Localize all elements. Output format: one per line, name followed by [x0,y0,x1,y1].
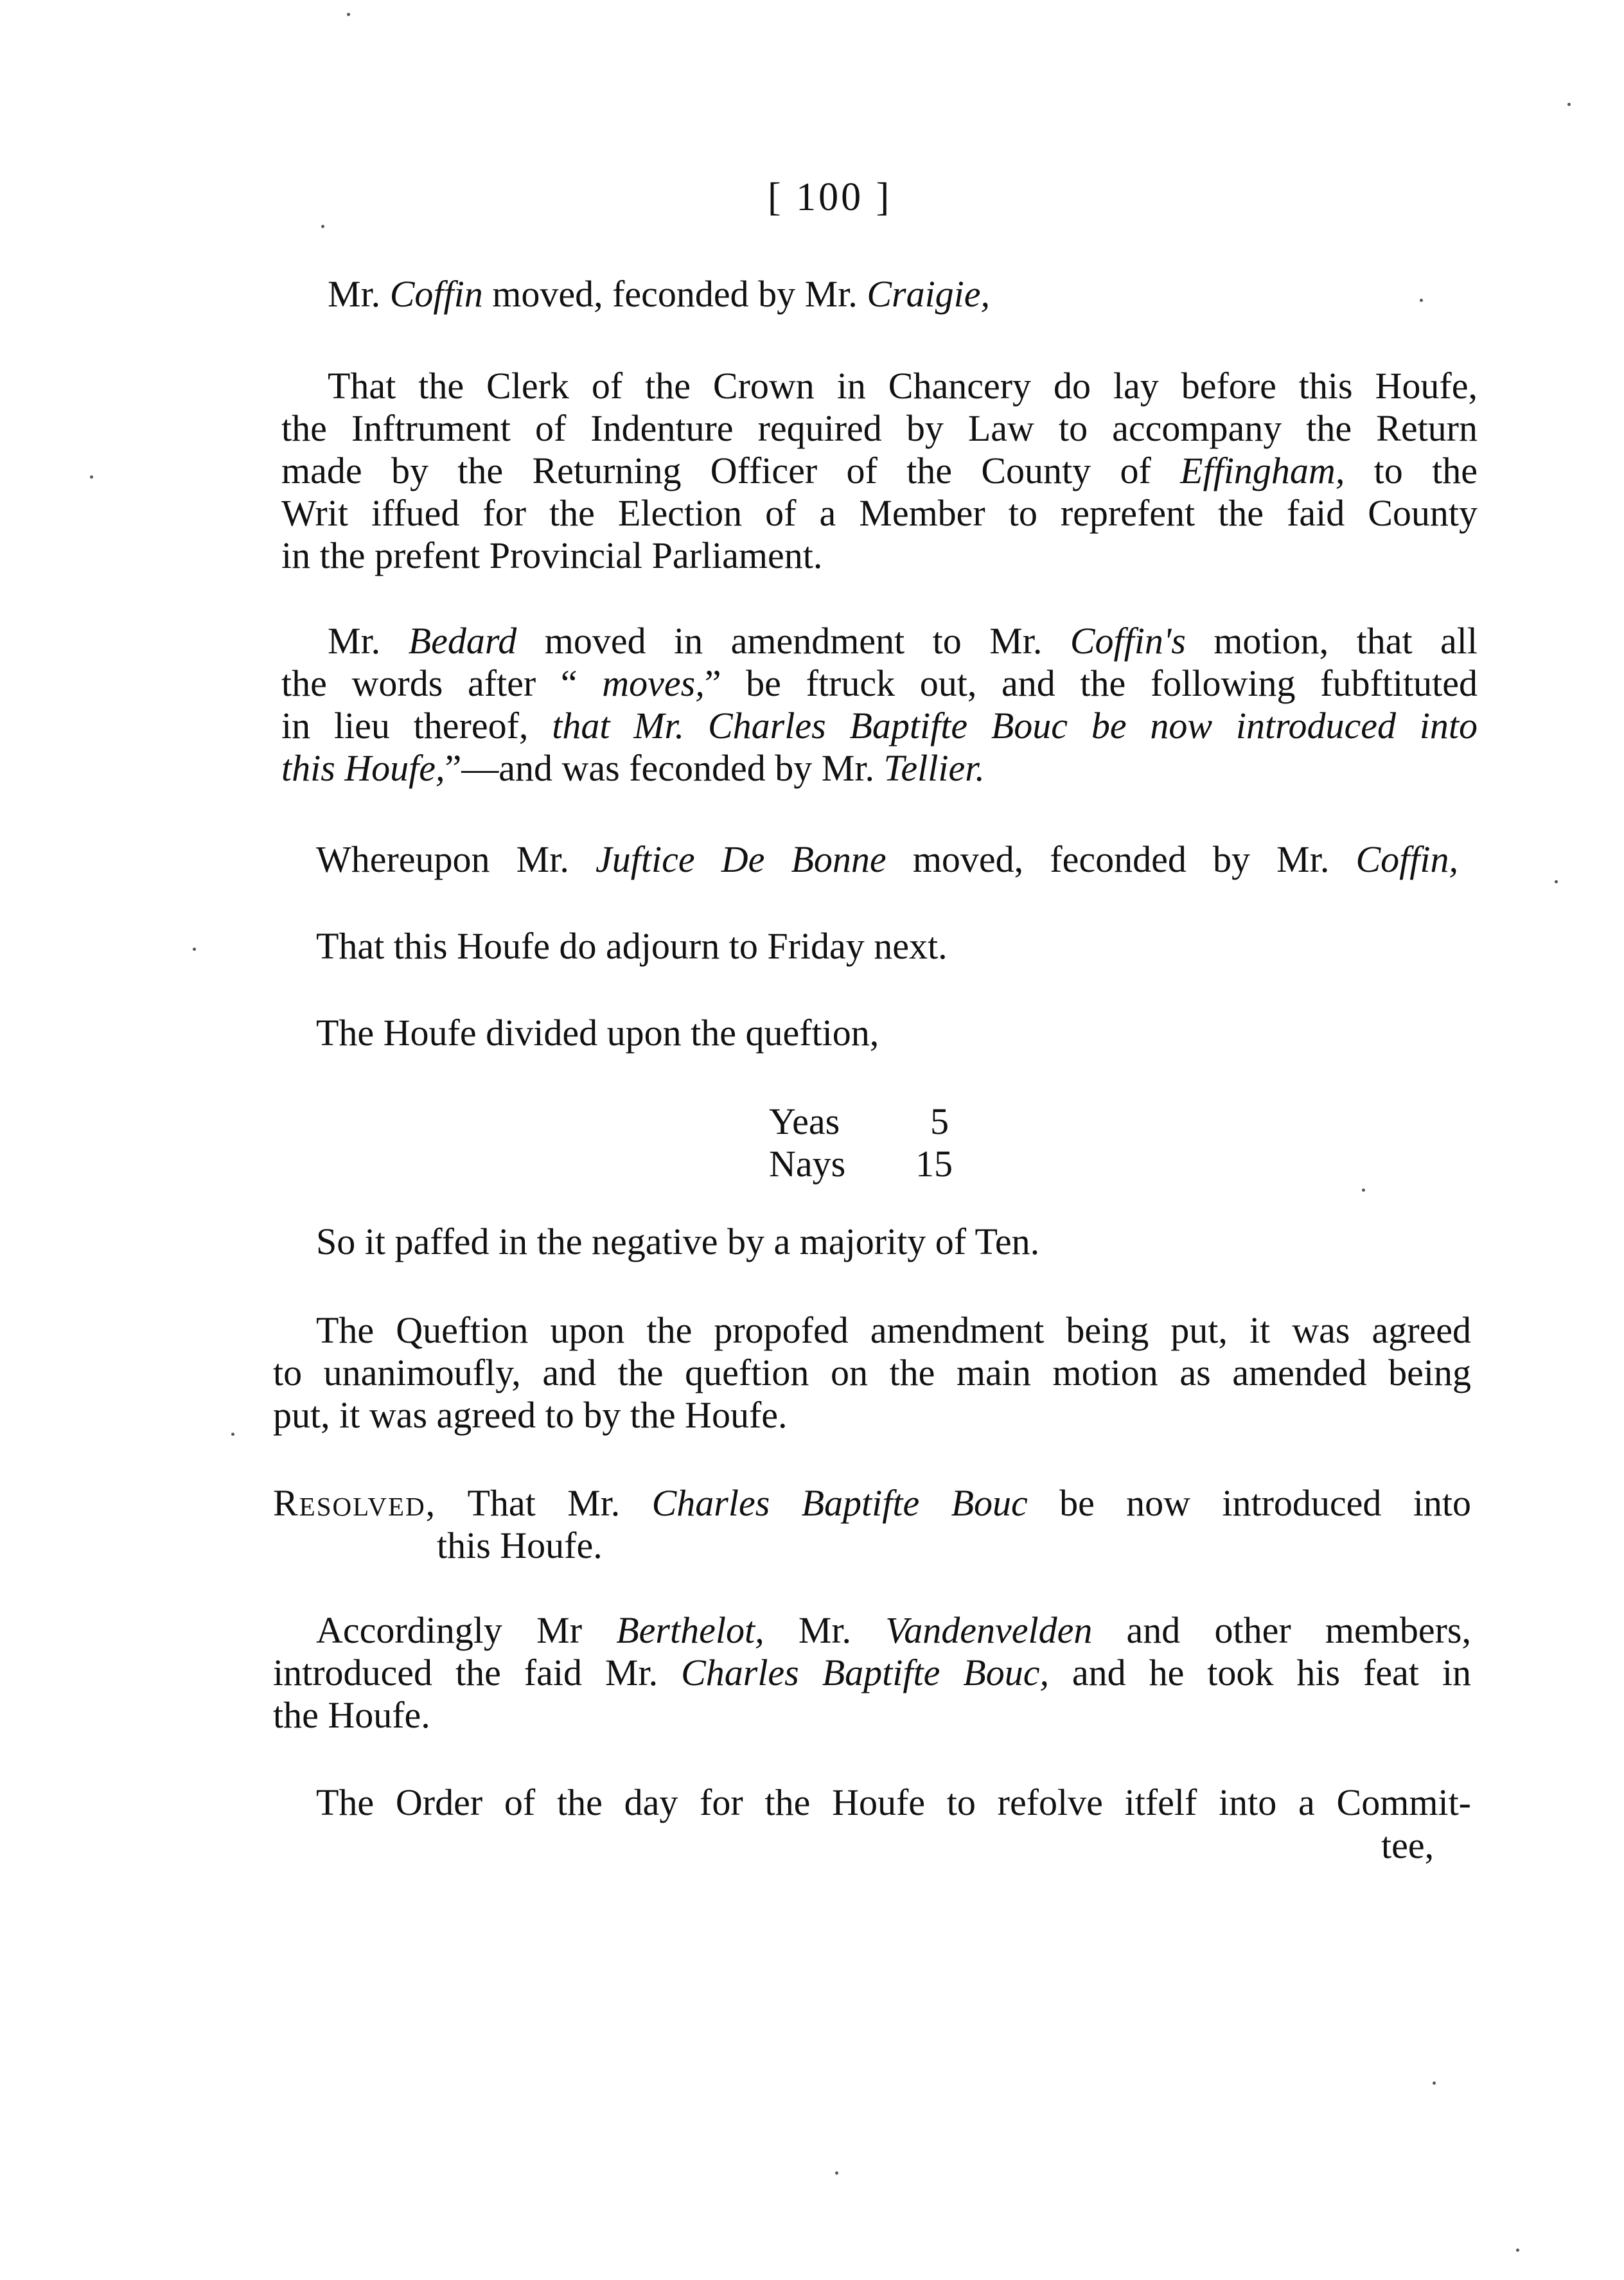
text-run: and other members, [1092,1609,1472,1651]
introduction-line-3: the Houfe. [273,1694,430,1736]
text-run: Whereupon Mr. [316,838,596,880]
amendment-result-line-1: The Queftion upon the propofed amendment being put, it was agreed [316,1309,1471,1351]
text-run: the words after “ [281,662,603,704]
nays-label: Nays [769,1143,846,1185]
page-number: [ 100 ] [768,175,892,219]
text-run: introduced the faid Mr. [273,1652,682,1693]
paragraph-bedard-line-4 [281,747,985,790]
scan-speck [1433,2081,1436,2085]
scan-speck [835,2171,838,2175]
scan-speck [193,948,196,951]
scan-speck [321,225,324,228]
text-run: Mr. [328,273,390,315]
paragraph-clerk-line-4: Writ iffued for the Election of a Member to reprefent the faid County [281,492,1478,534]
scan-speck [1362,1189,1365,1192]
paragraph-clerk-line-3 [281,450,1478,492]
motion-debonne-line [316,838,1458,881]
order-of-day-line: The Order of the day for the Houfe to refolve itfelf into a Commit- [316,1781,1471,1823]
resolved-line-2: this Houfe. [437,1524,603,1566]
motion-coffin-line [328,273,990,315]
paragraph-clerk-line-2: the Inftrument of Indenture required by Law to accompany the Return [281,407,1478,449]
text-run: Accordingly Mr [316,1609,617,1651]
name-berthelot: Berthelot, [616,1609,764,1651]
scan-speck [231,1433,234,1436]
nays-count: 15 [915,1143,953,1185]
scan-speck [1420,299,1423,302]
name-justice-de-bonne: Juftice De Bonne [596,838,887,880]
resolved-line-1 [273,1482,1471,1524]
name-bedard: Bedard [408,620,517,662]
text-run: be now introduced into [1027,1482,1471,1524]
quoted-word: moves, [602,662,705,704]
text-run: in lieu thereof, [281,705,552,747]
name-coffin: Coffin, [1355,838,1458,880]
text-run: Mr. [764,1609,886,1651]
text-run: moved, feconded by Mr. [482,273,867,315]
name-charles-baptiste-bouc: Charles Baptifte Bouc, [681,1652,1049,1693]
amendment-result-line-3: put, it was agreed to by the Houfe. [273,1394,788,1436]
paragraph-bedard-line-1 [328,620,1478,662]
yeas-label: Yeas [769,1100,840,1142]
text-run: ”—and was feconded by Mr. [445,747,884,789]
text-run: moved in amendment to Mr. [516,620,1070,662]
amendment-result-line-2: to unanimoufly, and the queftion on the main motion as amended being [273,1352,1471,1393]
scan-speck [90,475,93,479]
scan-speck [1516,2249,1519,2252]
text-run: Mr. [328,620,409,662]
negative-result-line: So it paffed in the negative by a majority of Ten. [316,1221,1040,1262]
name-coffin: Coffin [389,273,483,315]
name-tellier: Tellier. [883,747,985,789]
italic-motion-text: that Mr. Charles Baptifte Bouc be now introduced into [552,705,1478,747]
name-coffins: Coffin's [1070,620,1186,662]
name-craigie: Craigie, [867,273,991,315]
resolved-heading: Resolved, [273,1482,437,1524]
name-vandenvelden: Vandenvelden [885,1609,1093,1651]
name-charles-baptiste-bouc: Charles Baptifte Bouc [651,1482,1028,1524]
text-run: motion, that all [1185,620,1478,662]
yeas-count: 5 [930,1100,949,1142]
scan-speck [1567,103,1571,106]
division-line: The Houfe divided upon the queftion, [316,1012,879,1054]
text-run: That Mr. [436,1482,652,1524]
italic-motion-text: this Houfe, [281,747,445,789]
introduction-line-2 [273,1652,1471,1694]
catchword: tee, [1381,1825,1434,1866]
paragraph-clerk-line-5: in the prefent Provincial Parliament. [281,535,823,576]
text-run: ” be ftruck out, and the following fubftituted [704,662,1478,704]
scan-speck [347,13,350,16]
paragraph-bedard-line-3 [281,705,1478,747]
introduction-line-1 [316,1609,1471,1652]
text-run: made by the Returning Officer of the County of [281,450,1181,491]
adjourn-motion-line: That this Houfe do adjourn to Friday next. [316,925,948,967]
text-run: moved, feconded by Mr. [886,838,1356,880]
paragraph-bedard-line-2 [281,662,1478,705]
text-run: and he took his feat in [1048,1652,1471,1693]
paragraph-clerk-line-1: That the Clerk of the Crown in Chancery do lay before this Houfe, [328,365,1478,407]
text-run: to the [1345,450,1478,491]
scan-speck [1555,880,1558,883]
place-effingham: Effingham, [1180,450,1345,491]
